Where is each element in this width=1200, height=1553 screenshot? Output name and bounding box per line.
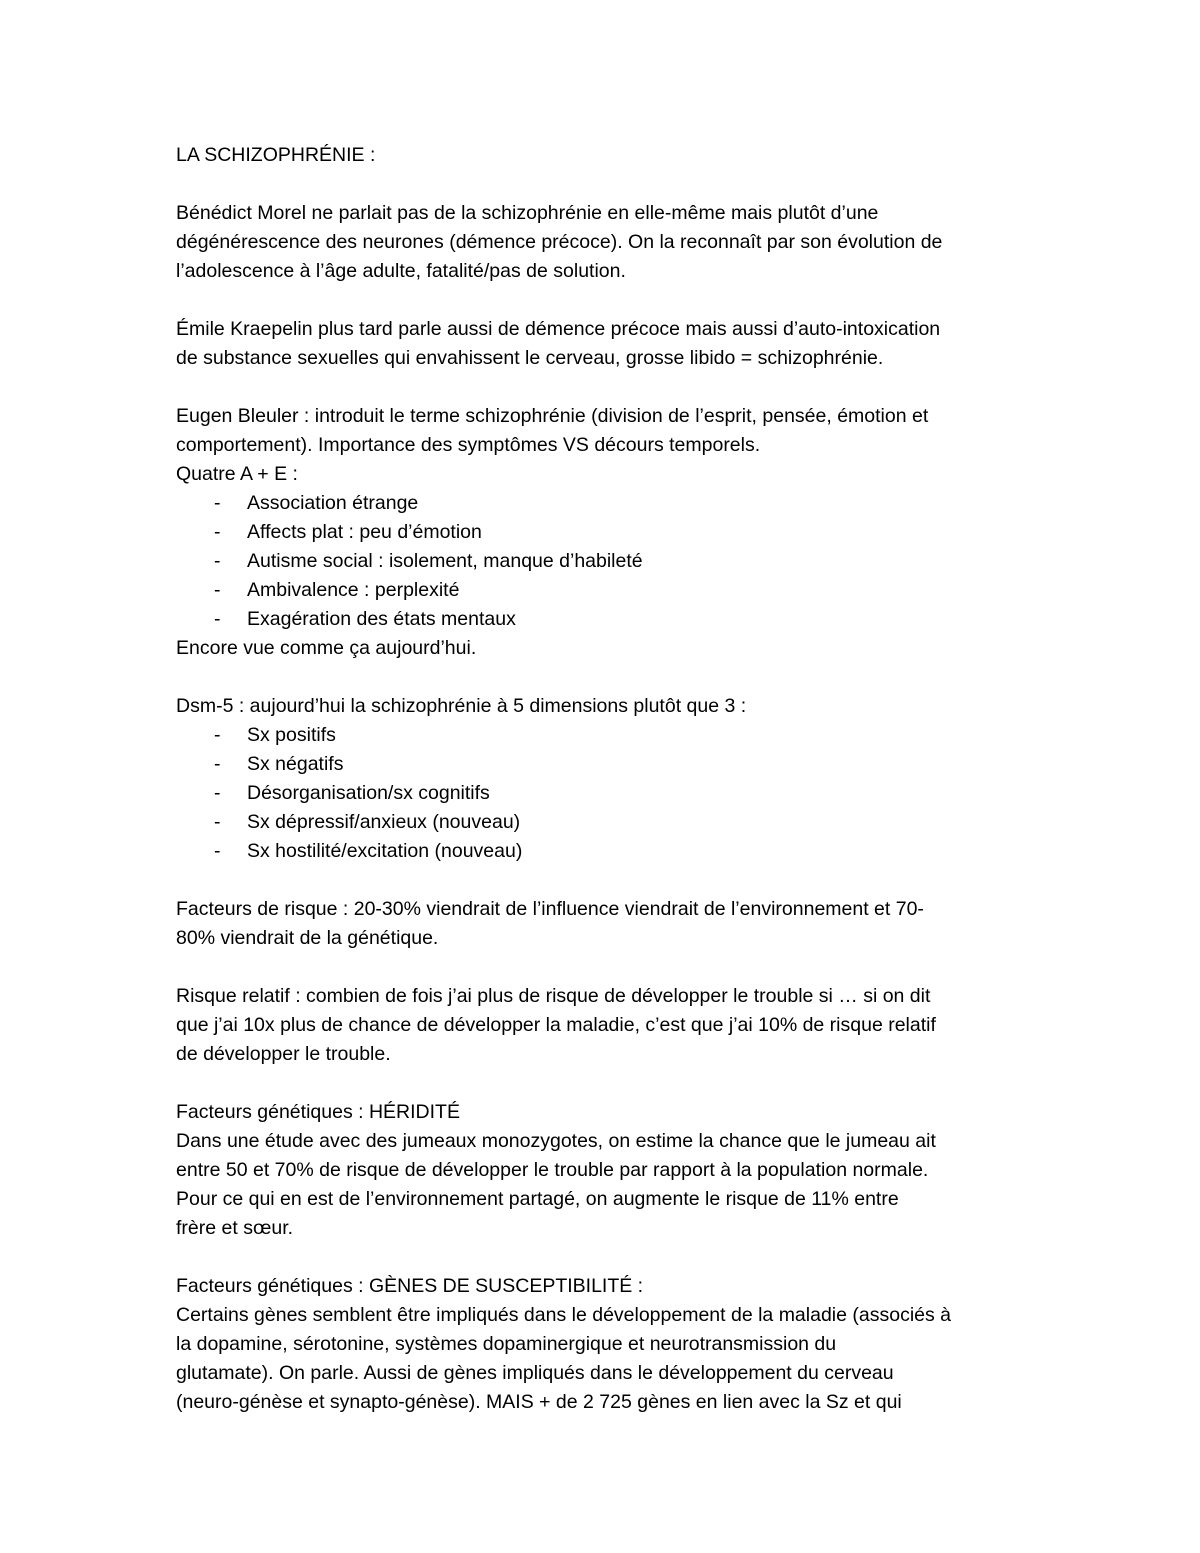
bullet-dash: - [214, 840, 221, 862]
section-heading-genes: Facteurs génétiques : GÈNES DE SUSCEPTIBILITÉ : [176, 1275, 644, 1297]
list-item: - Sx négatifs [176, 750, 1036, 779]
text-line: de substance sexuelles qui envahissent le cerveau, grosse libido = schizophrénie. [176, 347, 884, 369]
bullet-dash: - [214, 724, 221, 746]
text-line: la dopamine, sérotonine, systèmes dopaminergique et neurotransmission du [176, 1333, 837, 1355]
document-body [176, 141, 1036, 1417]
list-item: - Sx positifs [176, 721, 1036, 750]
section-heading-heredite: Facteurs génétiques : HÉRIDITÉ [176, 1101, 460, 1123]
text-line-encore: Encore vue comme ça aujourd’hui. [176, 637, 477, 659]
list-item: - Association étrange [176, 489, 1036, 518]
bullet-dash: - [214, 608, 221, 630]
bullet-dash: - [214, 782, 221, 804]
text-line: l’adolescence à l’âge adulte, fatalité/pas de solution. [176, 260, 626, 282]
text-line: Émile Kraepelin plus tard parle aussi de démence précoce mais aussi d’auto-intoxication [176, 318, 941, 340]
text-line: Risque relatif : combien de fois j’ai plus de risque de développer le trouble si … si on dit [176, 985, 931, 1007]
text-line: glutamate). On parle. Aussi de gènes impliqués dans le développement du cerveau [176, 1362, 894, 1384]
list-item: - Affects plat : peu d’émotion [176, 518, 1036, 547]
text-line: (neuro-génèse et synapto-génèse). MAIS + de 2 725 gènes en lien avec la Sz et qui [176, 1391, 902, 1413]
text-line: comportement). Importance des symptômes VS décours temporels. [176, 434, 761, 456]
bullet-dash: - [214, 753, 221, 775]
text-line: 80% viendrait de la génétique. [176, 927, 439, 949]
text-line: frère et sœur. [176, 1217, 294, 1239]
bullet-dash: - [214, 550, 221, 572]
list-item: - Ambivalence : perplexité [176, 576, 1036, 605]
text-line: que j’ai 10x plus de chance de développer la maladie, c’est que j’ai 10% de risque relatif [176, 1014, 936, 1036]
text-line: Pour ce qui en est de l’environnement partagé, on augmente le risque de 11% entre [176, 1188, 899, 1210]
bullet-dash: - [214, 521, 221, 543]
paragraph-facteurs-risque [176, 895, 1036, 953]
text-line: Certains gènes semblent être impliqués dans le développement de la maladie (associés à [176, 1304, 952, 1326]
paragraph-heredite [176, 1098, 1036, 1243]
list-item: - Autisme social : isolement, manque d’habileté [176, 547, 1036, 576]
bullet-dash: - [214, 579, 221, 601]
list-item: - Exagération des états mentaux [176, 605, 1036, 634]
list-dsm-dimensions [176, 721, 1036, 866]
paragraph-morel [176, 199, 1036, 286]
list-item: - Sx dépressif/anxieux (nouveau) [176, 808, 1036, 837]
paragraph-bleuler [176, 402, 1036, 489]
paragraph-genes [176, 1272, 1036, 1417]
text-line: entre 50 et 70% de risque de développer le trouble par rapport à la population normale. [176, 1159, 929, 1181]
text-line: dégénérescence des neurones (démence précoce). On la reconnaît par son évolution de [176, 231, 943, 253]
text-line: Bénédict Morel ne parlait pas de la schizophrénie en elle-même mais plutôt d’une [176, 202, 879, 224]
text-line: de développer le trouble. [176, 1043, 391, 1065]
bullet-dash: - [214, 492, 221, 514]
bullet-dash: - [214, 811, 221, 833]
list-heading-quatre: Quatre A + E : [176, 463, 298, 485]
text-line: Facteurs de risque : 20-30% viendrait de l’influence viendrait de l’environnement et 70- [176, 898, 924, 920]
paragraph-risque-relatif [176, 982, 1036, 1069]
paragraph-kraepelin [176, 315, 1036, 373]
list-item: - Désorganisation/sx cognitifs [176, 779, 1036, 808]
list-item: - Sx hostilité/excitation (nouveau) [176, 837, 1036, 866]
page-title: LA SCHIZOPHRÉNIE : [176, 144, 376, 166]
text-line: Dans une étude avec des jumeaux monozygotes, on estime la chance que le jumeau ait [176, 1130, 936, 1152]
text-line: Eugen Bleuler : introduit le terme schizophrénie (division de l’esprit, pensée, émotion et [176, 405, 929, 427]
list-quatre-a-e [176, 489, 1036, 634]
list-heading-dsm: Dsm-5 : aujourd’hui la schizophrénie à 5 dimensions plutôt que 3 : [176, 695, 747, 717]
